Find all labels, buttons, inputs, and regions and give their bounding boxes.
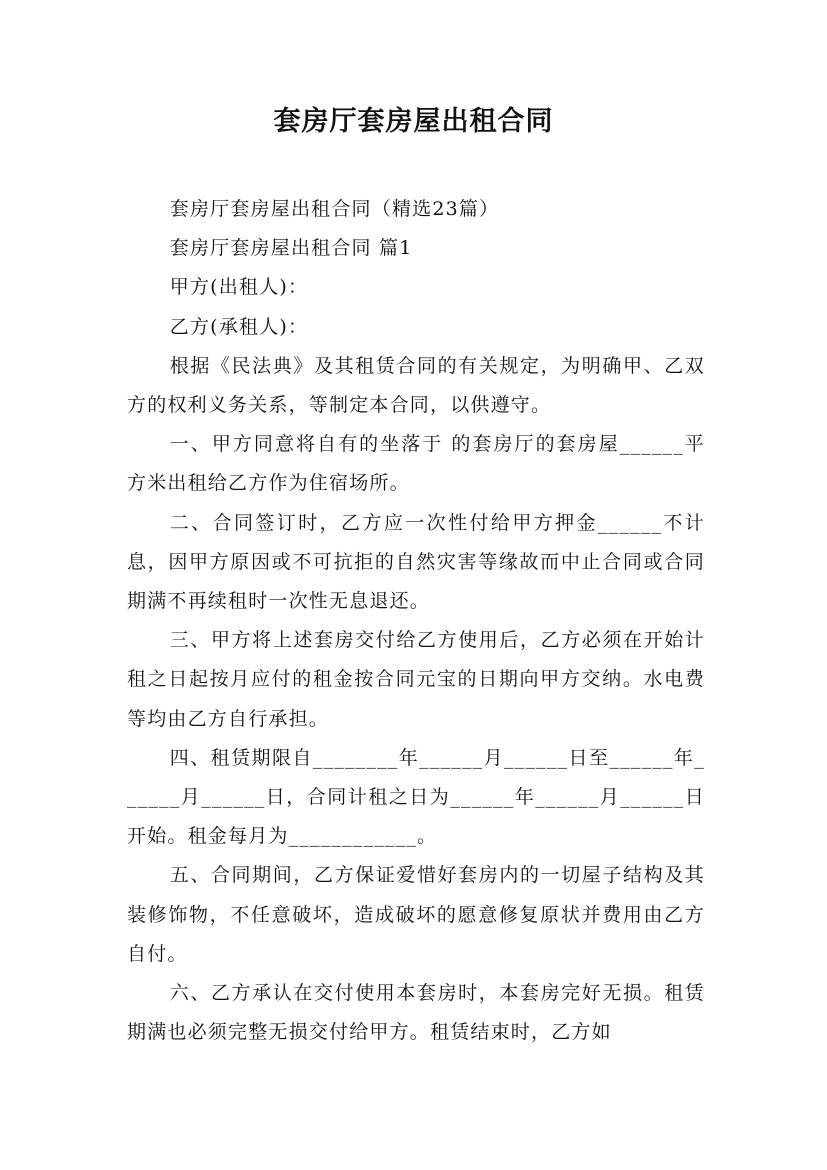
document-title: 套房厅套房屋出租合同 — [273, 106, 554, 137]
paragraph-preamble: 根据《民法典》及其租赁合同的有关规定，为明确甲、乙双方的权利义务关系，等制定本合同，以供遵守。 — [127, 354, 705, 417]
paragraph-clause-2: 二、合同签订时，乙方应一次性付给甲方押金______不计息，因甲方原因或不可抗拒的自然灾害等缘故而中止合同或合同期满不再续租时一次性无息退还。 — [127, 511, 705, 613]
paragraph-clause-1: 一、甲方同意将自有的坐落于 的套房厅的套房屋______平方米出租给乙方作为住宿场所。 — [127, 433, 705, 495]
paragraph-section-heading: 套房厅套房屋出租合同 篇1 — [169, 237, 413, 260]
paragraph-clause-6: 六、乙方承认在交付使用本套房时，本套房完好无损。租赁期满也必须完整无损交付给甲方。租赁结束时，乙方如 — [127, 982, 705, 1044]
paragraph-party-b: 乙方(承租人)： — [169, 315, 309, 338]
paragraph-clause-5: 五、合同期间，乙方保证爱惜好套房内的一切屋子结构及其装修饰物，不任意破坏，造成破坏的愿意修复原状并费用由乙方自付。 — [127, 864, 705, 965]
paragraph-party-a: 甲方(出租人)： — [169, 276, 309, 299]
document-body — [127, 190, 705, 1052]
paragraph-clause-4: 四、租赁期限自________年______月______日至______年______月______日，合同计租之日为______年______月______日开始。租金每月为____________。 — [127, 746, 705, 848]
paragraph-clause-3: 三、甲方将上述套房交付给乙方使用后，乙方必须在开始计租之日起按月应付的租金按合同元宝的日期向甲方交纳。水电费等均由乙方自行承担。 — [127, 629, 705, 730]
paragraph-subtitle: 套房厅套房屋出租合同（精选23篇） — [169, 198, 500, 220]
